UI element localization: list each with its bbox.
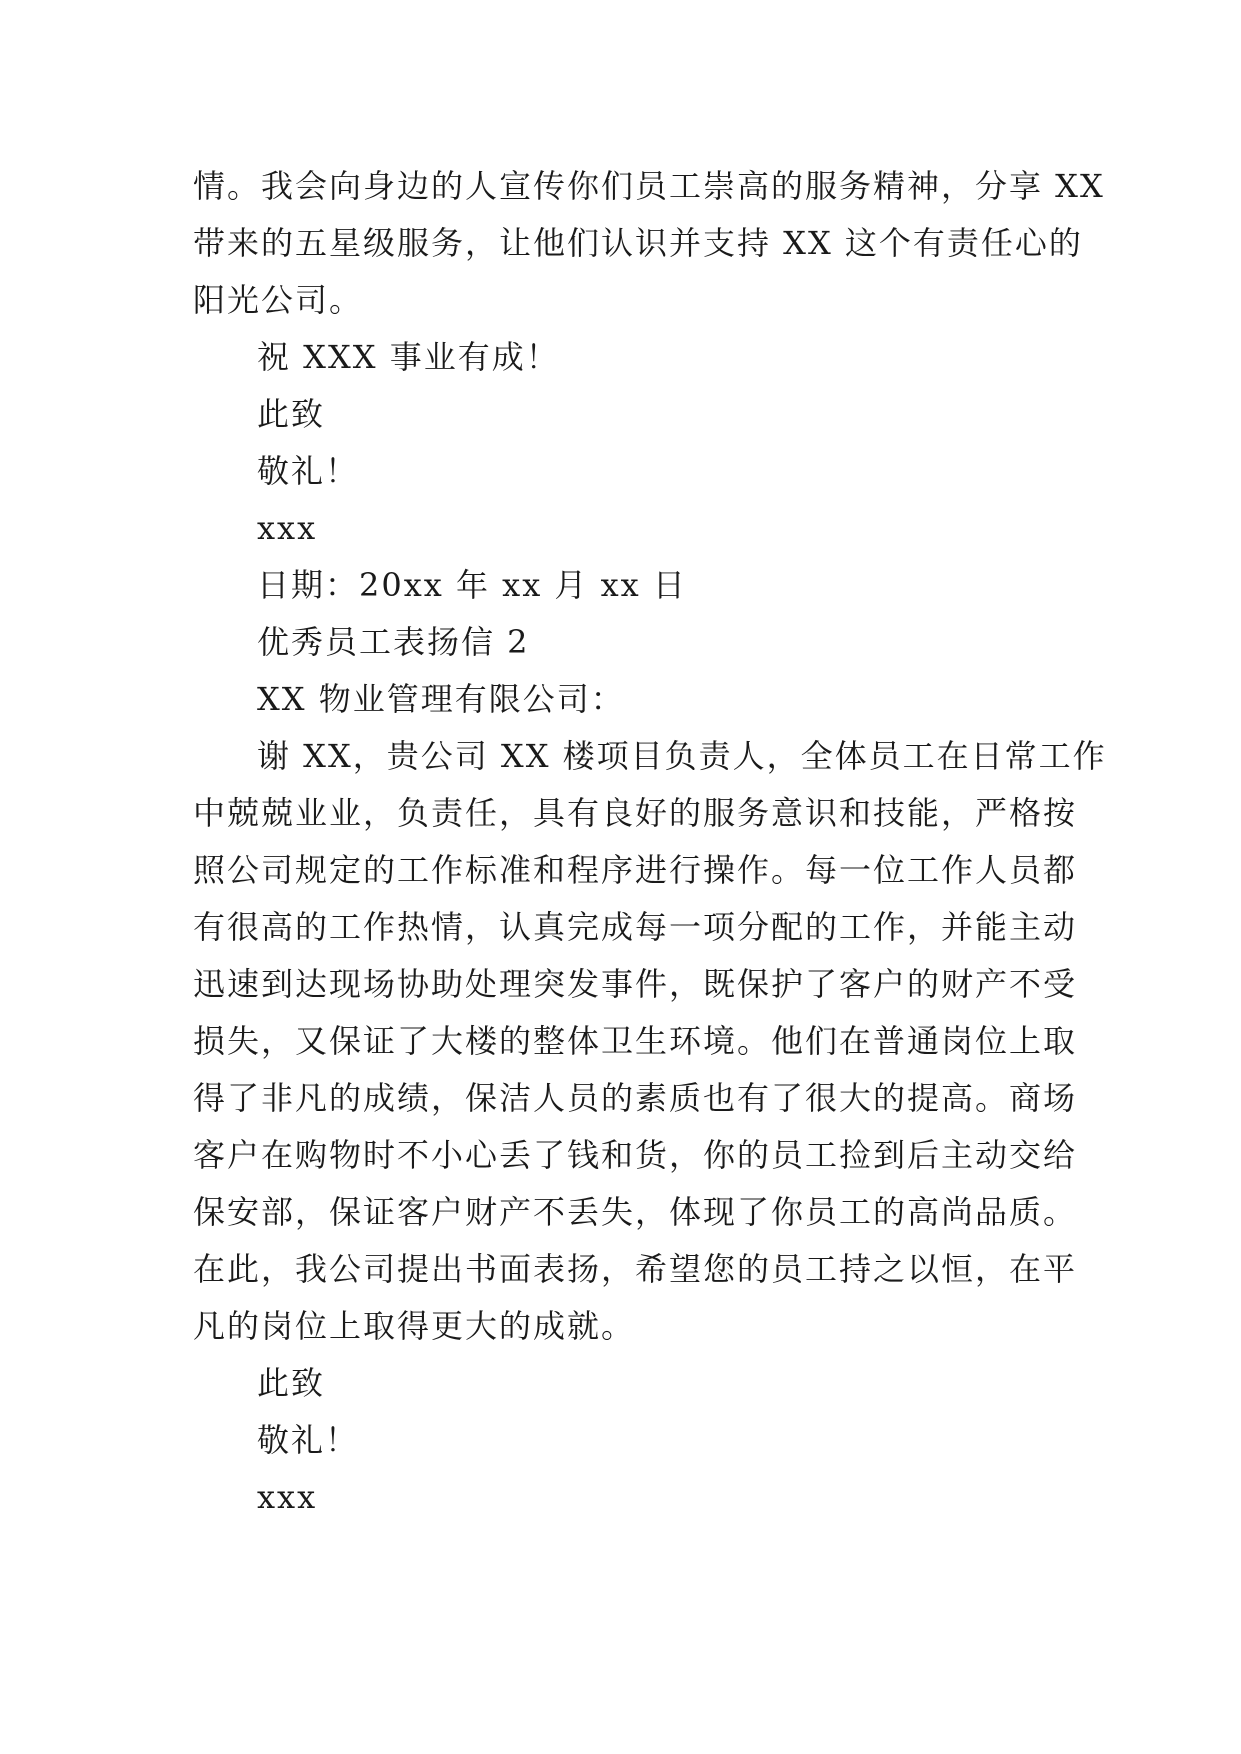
text-line: 中兢兢业业，负责任，具有良好的服务意识和技能，严格按 <box>193 794 1078 832</box>
text-line: 在此，我公司提出书面表扬，希望您的员工持之以恒，在平 <box>193 1250 1078 1288</box>
wish-line: 祝 XXX 事业有成！ <box>257 338 560 376</box>
section-title: 优秀员工表扬信 2 <box>257 623 530 661</box>
text-line: 损失，又保证了大楼的整体卫生环境。他们在普通岗位上取 <box>193 1022 1078 1060</box>
signature: xxx <box>257 509 318 547</box>
letter-body <box>193 158 1107 1526</box>
recipient-line: XX 物业管理有限公司： <box>257 680 625 718</box>
date-line: 日期：20xx 年 xx 月 xx 日 <box>257 566 687 604</box>
text-line: 阳光公司。 <box>193 281 364 319</box>
closing-salutation: 此致 <box>257 1364 326 1402</box>
text-line: 有很高的工作热情，认真完成每一项分配的工作，并能主动 <box>193 908 1078 946</box>
text-line: 得了非凡的成绩，保洁人员的素质也有了很大的提高。商场 <box>193 1079 1078 1117</box>
text-line: 迅速到达现场协助处理突发事件，既保护了客户的财产不受 <box>193 965 1078 1003</box>
text-line: 客户在购物时不小心丢了钱和货，你的员工捡到后主动交给 <box>193 1136 1078 1174</box>
text-line: 情。我会向身边的人宣传你们员工崇高的服务精神，分享 XX <box>193 167 1105 205</box>
closing-salutation: 此致 <box>257 395 326 433</box>
text-line: 照公司规定的工作标准和程序进行操作。每一位工作人员都 <box>193 851 1078 889</box>
signature: xxx <box>257 1478 318 1516</box>
text-line: 凡的岗位上取得更大的成就。 <box>193 1307 636 1345</box>
text-line: 谢 XX，贵公司 XX 楼项目负责人，全体员工在日常工作 <box>257 737 1107 775</box>
closing-regards: 敬礼！ <box>257 1421 360 1459</box>
closing-regards: 敬礼！ <box>257 452 360 490</box>
text-line: 保安部，保证客户财产不丢失，体现了你员工的高尚品质。 <box>193 1193 1078 1231</box>
text-line: 带来的五星级服务，让他们认识并支持 XX 这个有责任心的 <box>193 224 1083 262</box>
